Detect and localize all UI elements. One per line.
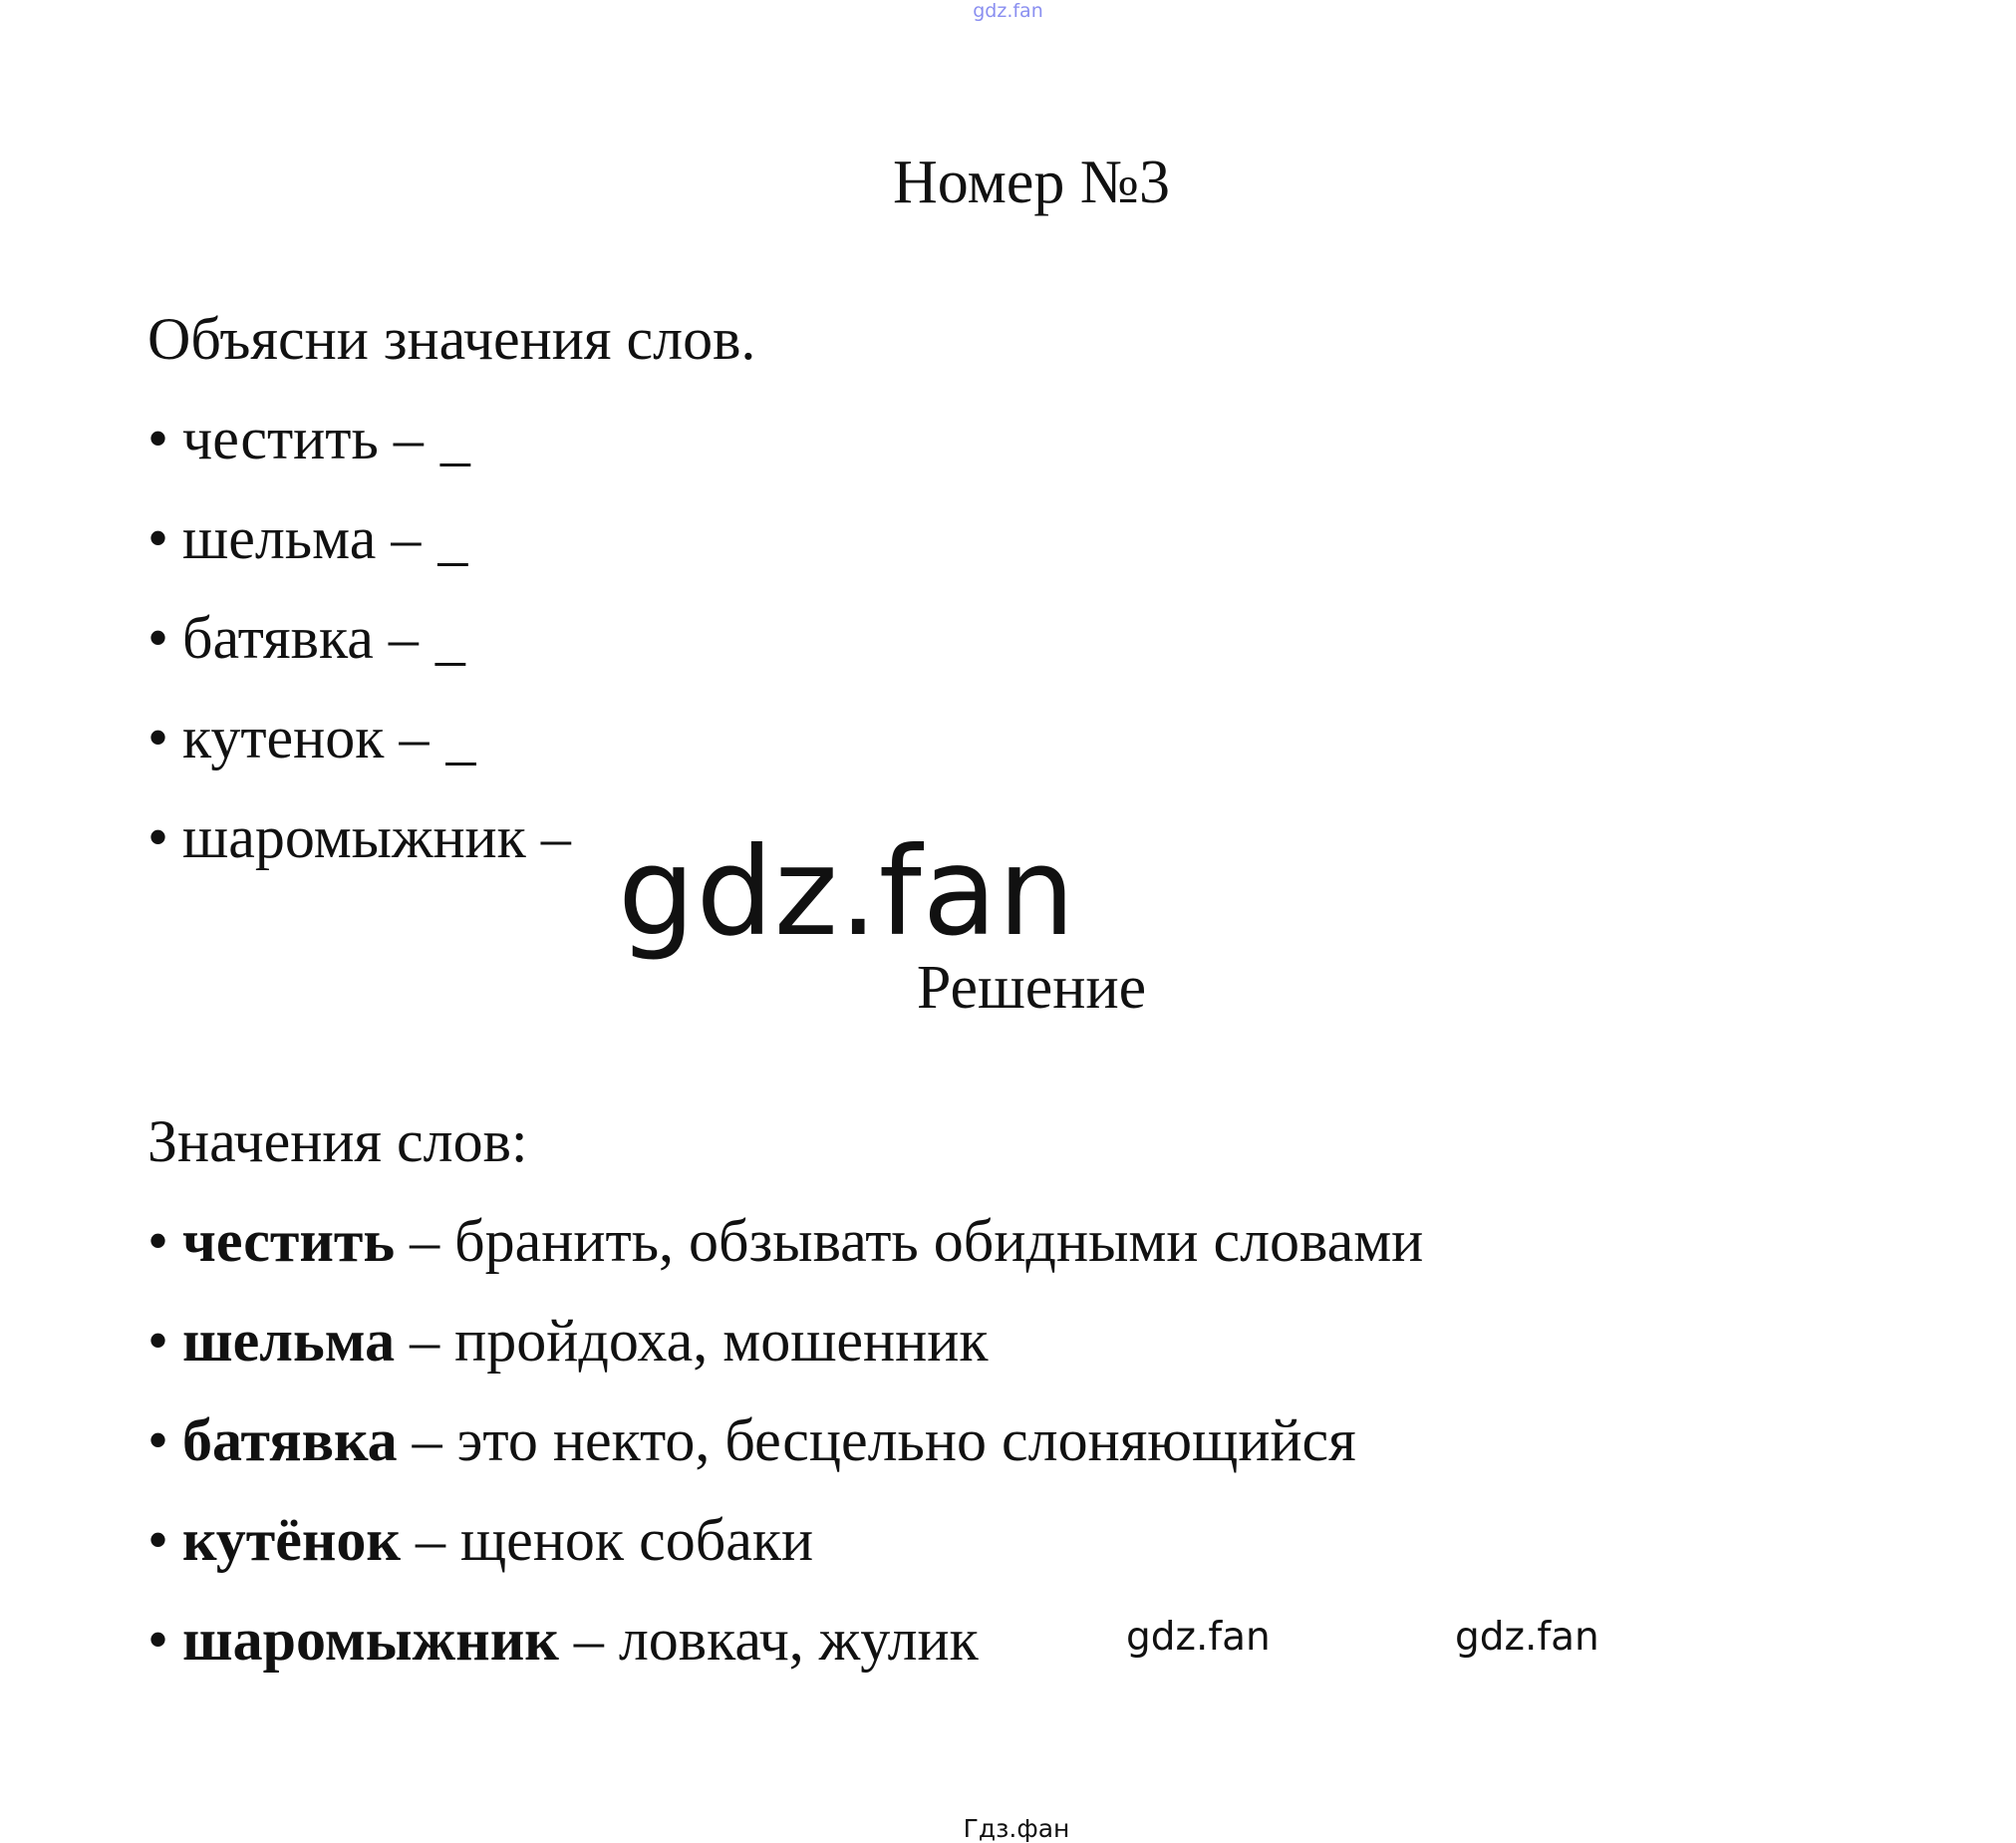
dash: – xyxy=(410,1208,440,1274)
task-item xyxy=(147,804,571,870)
solution-heading: Решение xyxy=(916,954,1147,1022)
task-word: батявка xyxy=(182,605,374,671)
answer-blank: _ xyxy=(445,705,476,770)
dash: – xyxy=(410,1308,440,1374)
solution-word: честить xyxy=(182,1208,396,1274)
solution-word: батявка xyxy=(182,1407,398,1473)
bullet: • xyxy=(147,605,169,671)
footer-watermark: Гдз.фан xyxy=(963,1814,1070,1843)
bullet: • xyxy=(147,406,169,471)
dash: – xyxy=(399,705,430,770)
solution-item xyxy=(147,1607,979,1673)
bullet: • xyxy=(147,804,169,870)
task-word: честить xyxy=(182,406,379,471)
solution-meaning: щенок собаки xyxy=(459,1507,814,1573)
dash: – xyxy=(393,406,424,471)
bullet: • xyxy=(147,1607,169,1673)
solution-item xyxy=(147,1407,1356,1473)
watermark-top: gdz.fan xyxy=(973,0,1043,22)
dash: – xyxy=(540,804,571,870)
dash: – xyxy=(573,1607,604,1673)
solution-meaning: это некто, бесцельно слоняющийся xyxy=(456,1407,1356,1473)
bullet: • xyxy=(147,505,169,571)
bullet: • xyxy=(147,1308,169,1374)
task-prompt: Объясни значения слов. xyxy=(147,306,756,372)
bullet: • xyxy=(147,1507,169,1573)
watermark-small: gdz.fan xyxy=(1126,1615,1271,1660)
solution-intro: Значения слов: xyxy=(147,1108,528,1174)
dash: – xyxy=(391,505,422,571)
dash: – xyxy=(412,1407,442,1473)
watermark-center: gdz.fan xyxy=(618,821,1076,963)
solution-meaning: бранить, обзывать обидными словами xyxy=(454,1208,1424,1274)
task-word: кутенок xyxy=(182,705,385,770)
solution-meaning: ловкач, жулик xyxy=(618,1607,979,1673)
bullet: • xyxy=(147,705,169,770)
dash: – xyxy=(415,1507,445,1573)
page-title: Номер №3 xyxy=(892,149,1170,216)
task-item xyxy=(147,406,470,471)
bullet: • xyxy=(147,1208,169,1274)
solution-item xyxy=(147,1208,1424,1274)
answer-blank: _ xyxy=(437,505,468,571)
answer-blank: _ xyxy=(434,605,465,671)
solution-word: кутёнок xyxy=(182,1507,401,1573)
task-word: шаромыжник xyxy=(182,804,526,870)
answer-blank: _ xyxy=(439,406,470,471)
solution-item xyxy=(147,1507,814,1573)
solution-item xyxy=(147,1308,989,1374)
task-item xyxy=(147,605,465,671)
task-word: шельма xyxy=(182,505,377,571)
dash: – xyxy=(388,605,419,671)
task-item xyxy=(147,705,476,770)
solution-word: шаромыжник xyxy=(182,1607,559,1673)
solution-meaning: пройдоха, мошенник xyxy=(454,1308,989,1374)
watermark-small: gdz.fan xyxy=(1455,1615,1599,1660)
bullet: • xyxy=(147,1407,169,1473)
task-item xyxy=(147,505,468,571)
solution-word: шельма xyxy=(182,1308,396,1374)
